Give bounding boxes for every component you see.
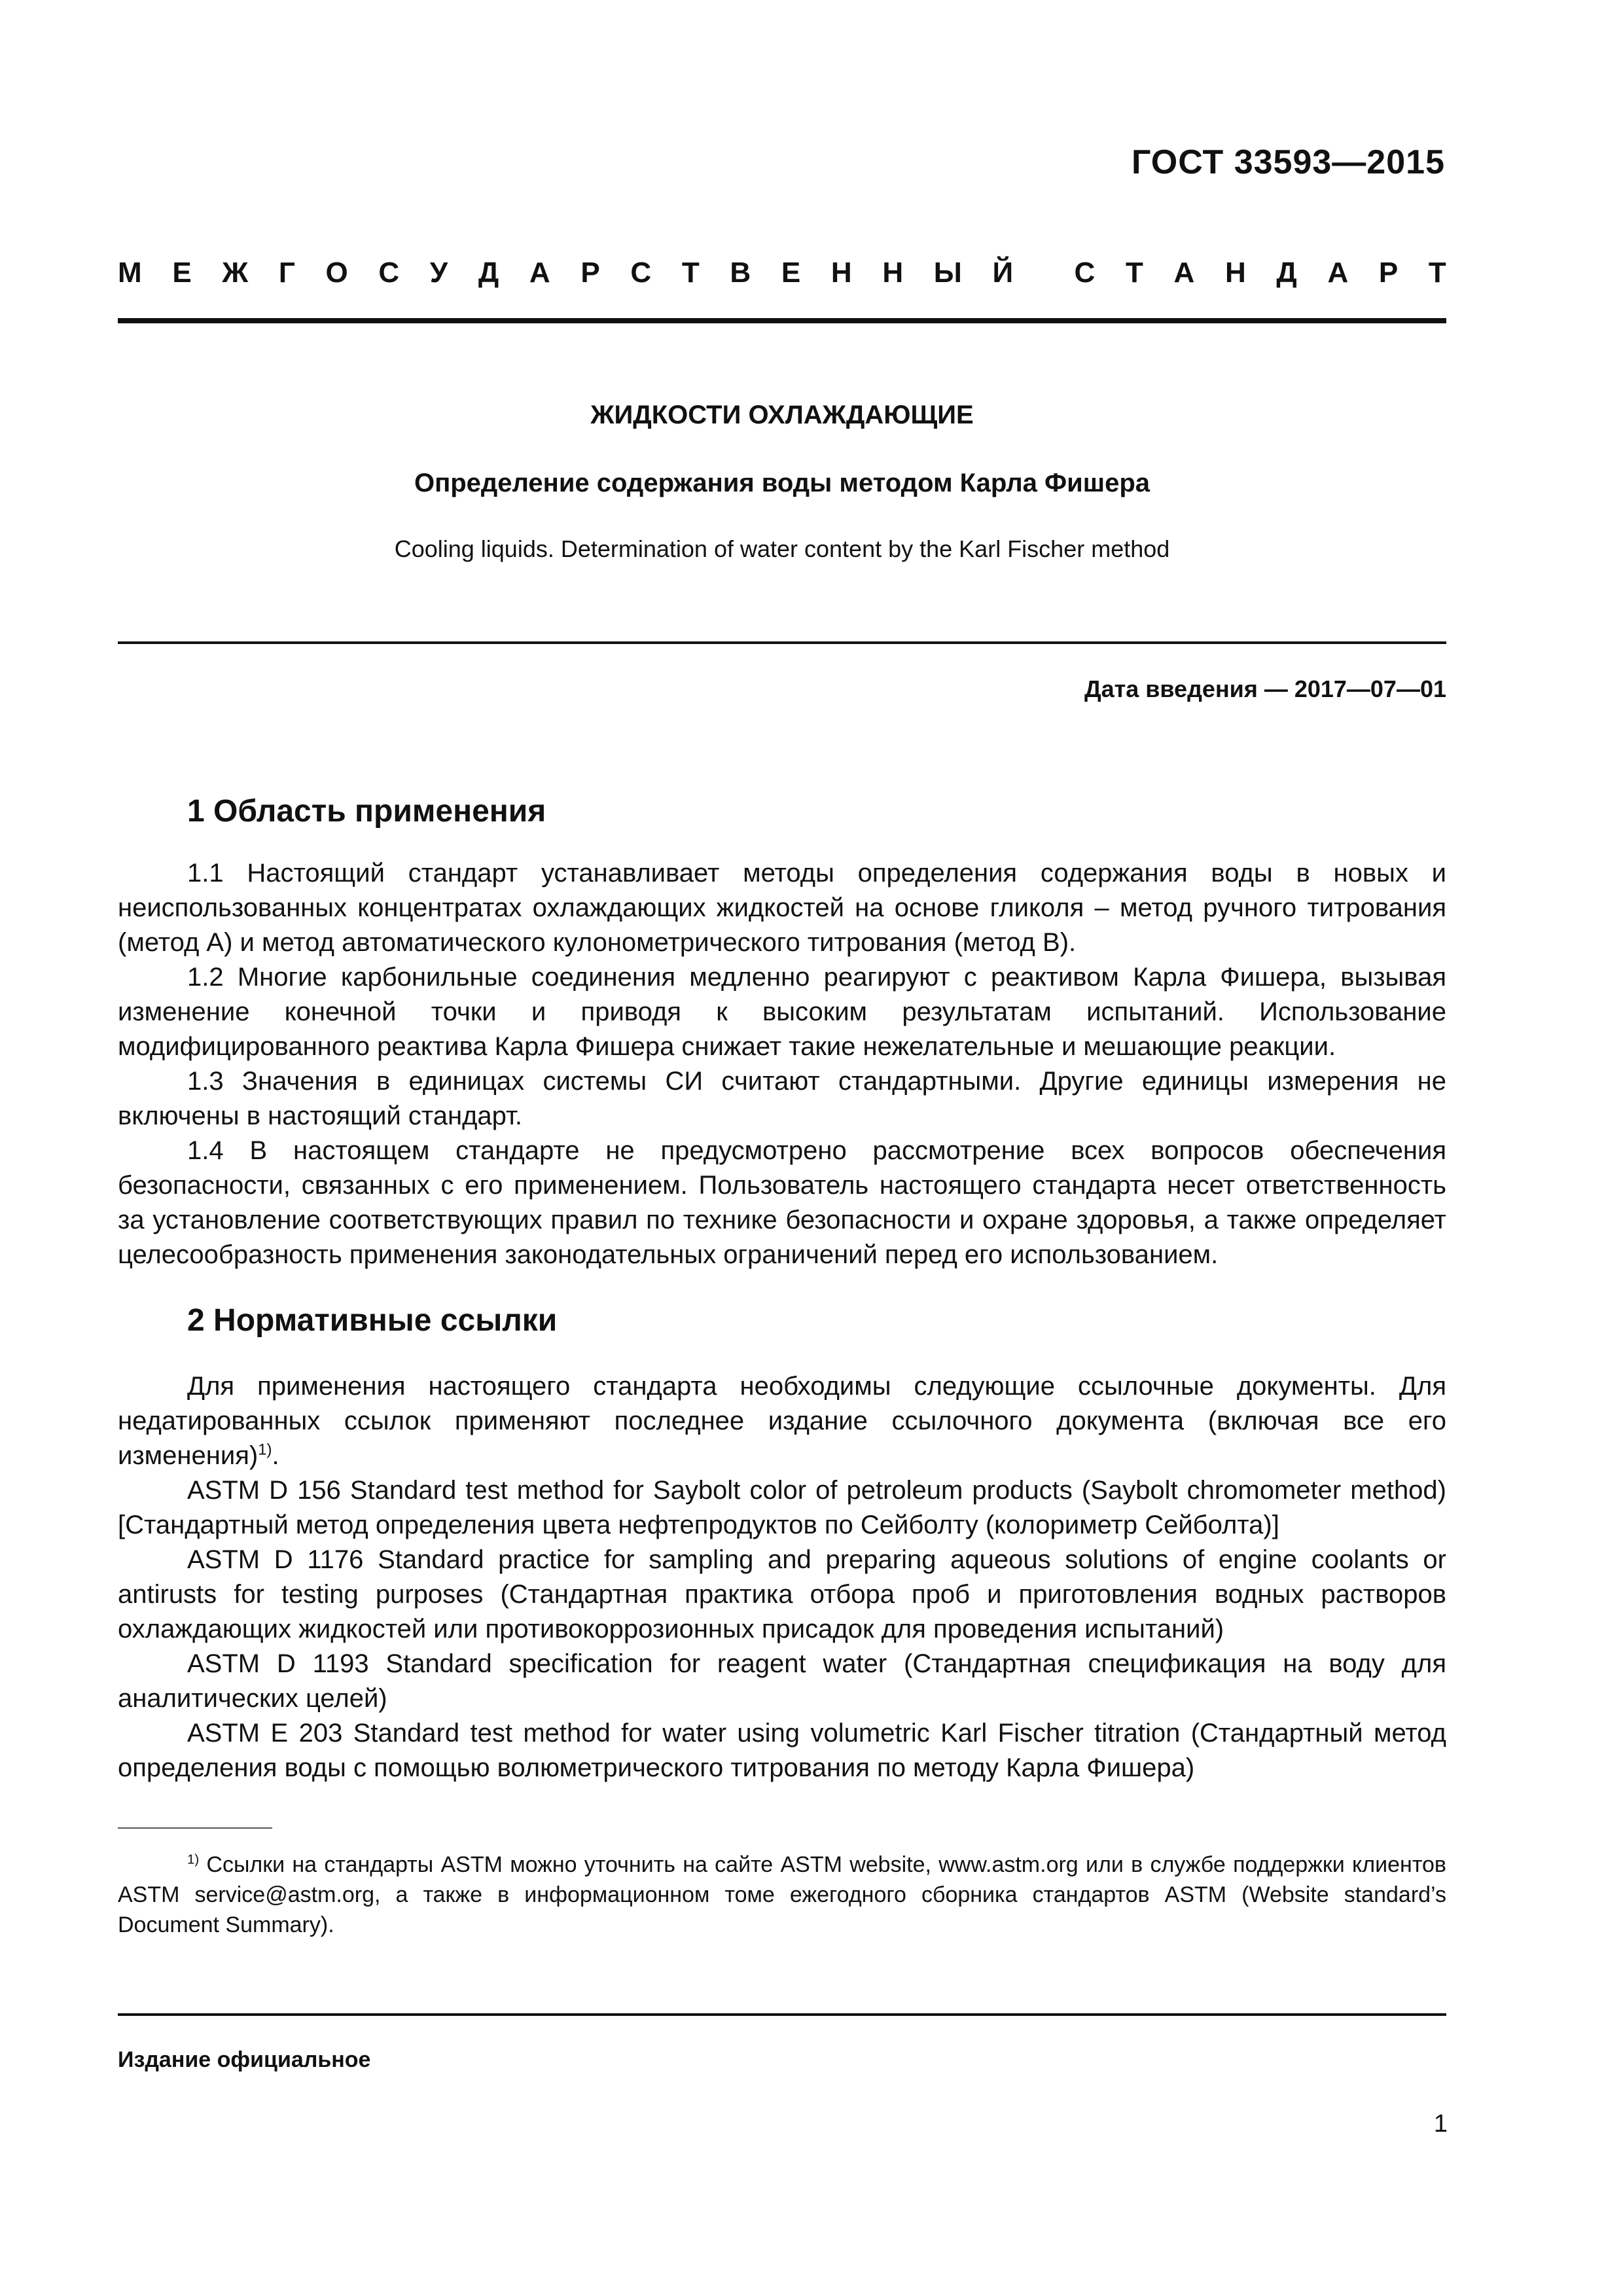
banner-letter: А: [529, 257, 550, 289]
paragraph: 1.3 Значения в единицах системы СИ считают стандартными. Другие единицы измерения не включены в настоящий стандарт.: [118, 1067, 1446, 1130]
paragraph: [118, 1369, 1446, 1473]
document-subtitle: Определение содержания воды методом Карла Фишера: [414, 469, 1150, 497]
document-title-english: Cooling liquids. Determination of water content by the Karl Fischer method: [394, 535, 1170, 562]
page-number: 1: [1433, 2110, 1448, 2138]
banner-letter: Н: [882, 257, 904, 289]
banner-letter: В: [730, 257, 751, 289]
paragraph-end: .: [272, 1441, 279, 1470]
section-heading: 1 Область применения: [187, 794, 546, 829]
banner-letter: Т: [681, 257, 700, 289]
header-rule: [118, 318, 1446, 323]
banner-letter: О: [325, 257, 348, 289]
banner-letter: Ы: [933, 257, 962, 289]
footnote-text: [118, 1850, 1446, 1940]
banner-letter: А: [1327, 257, 1349, 289]
reference-item: ASTM D 156 Standard test method for Saybolt color of petroleum products (Saybolt chromometer method) [Стандартный метод определения цвета нефтепродуктов по Сейболту (колориметр Сейболта)]: [118, 1476, 1446, 1539]
banner-letter: Г: [278, 257, 295, 289]
footnote-body: Ссылки на стандарты ASTM можно уточнить на сайте ASTM website, www.astm.org или в службе поддержки клиентов ASTM service@astm.org, а также в информационном томе ежегодного сборника стандартов ASTM (Website standard’s Document Summary).: [118, 1852, 1446, 1937]
footnote-marker: 1): [258, 1441, 272, 1459]
banner-letter: Й: [992, 257, 1014, 289]
footnote: [118, 1850, 1446, 1940]
section-heading: 2 Нормативные ссылки: [187, 1303, 558, 1338]
banner-letter: Р: [580, 257, 600, 289]
banner-letter: Ж: [222, 257, 249, 289]
banner-letter: Н: [1224, 257, 1246, 289]
banner-letter: Н: [830, 257, 852, 289]
reference-item: ASTM D 1176 Standard practice for sampling and preparing aqueous solutions of engine coolants or antirusts for testing purposes (Стандартная практика отбора проб и приготовления водных растворов охлаждающих жидкостей или противокоррозионных присадок для проведения испытаний): [118, 1545, 1446, 1643]
reference-item: ASTM D 1193 Standard specification for reagent water (Стандартная спецификация на воду для аналитических целей): [118, 1649, 1446, 1713]
paragraph-text: Для применения настоящего стандарта необходимы следующие ссылочные документы. Для недатированных ссылок применяют последнее издание ссылочного документа (включая все его изменения): [118, 1372, 1446, 1470]
paragraph: 1.4 В настоящем стандарте не предусмотрено рассмотрение всех вопросов обеспечения безопасности, связанных с его применением. Пользователь настоящего стандарта несет ответственность за установление соответствующих правил по технике безопасности и охране здоровья, а также определяет целесообразность применения законодательных ограничений перед его использованием.: [118, 1136, 1446, 1269]
banner-letter: Е: [172, 257, 192, 289]
banner-letter: Д: [478, 257, 499, 289]
banner-letter: У: [429, 257, 448, 289]
banner-letter: М: [118, 257, 142, 289]
banner-letter: С: [630, 257, 652, 289]
paragraph: 1.1 Настоящий стандарт устанавливает методы определения содержания воды в новых и неиспользованных концентратах охлаждающих жидкостей на основе гликоля – метод ручного титрования (метод А) и метод автоматического кулонометрического титрования (метод В).: [118, 859, 1446, 957]
standard-type-banner: [118, 257, 1446, 289]
footnote-separator: [118, 1827, 272, 1829]
introduction-date: Дата введения — 2017—07—01: [1084, 675, 1446, 702]
footer-rule: [118, 2013, 1446, 2016]
banner-letter: С: [378, 257, 400, 289]
reference-item: ASTM E 203 Standard test method for water using volumetric Karl Fischer titration (Стандартный метод определения воды с помощью волюметрического титрования по методу Карла Фишера): [118, 1719, 1446, 1782]
paragraph: 1.2 Многие карбонильные соединения медленно реагируют с реактивом Карла Фишера, вызывая изменение конечной точки и приводя к высоким результатам испытаний. Использование модифицированного реактива Карла Фишера снижает такие нежелательные и мешающие реакции.: [118, 963, 1446, 1061]
footnote-marker: 1): [187, 1852, 200, 1867]
banner-letter: Р: [1378, 257, 1399, 289]
banner-letter: Д: [1276, 257, 1297, 289]
banner-letter: Е: [781, 257, 801, 289]
banner-letter: А: [1173, 257, 1195, 289]
banner-letter: С: [1074, 257, 1096, 289]
document-title: ЖИДКОСТИ ОХЛАЖДАЮЩИЕ: [590, 401, 974, 429]
section-2-body: [118, 1369, 1446, 1785]
title-rule: [118, 641, 1446, 644]
document-number: ГОСТ 33593—2015: [1132, 143, 1445, 181]
banner-letter: Т: [1125, 257, 1143, 289]
section-1-body: [118, 856, 1446, 1272]
official-edition-label: Издание официальное: [118, 2047, 371, 2072]
banner-letter: Т: [1428, 257, 1446, 289]
